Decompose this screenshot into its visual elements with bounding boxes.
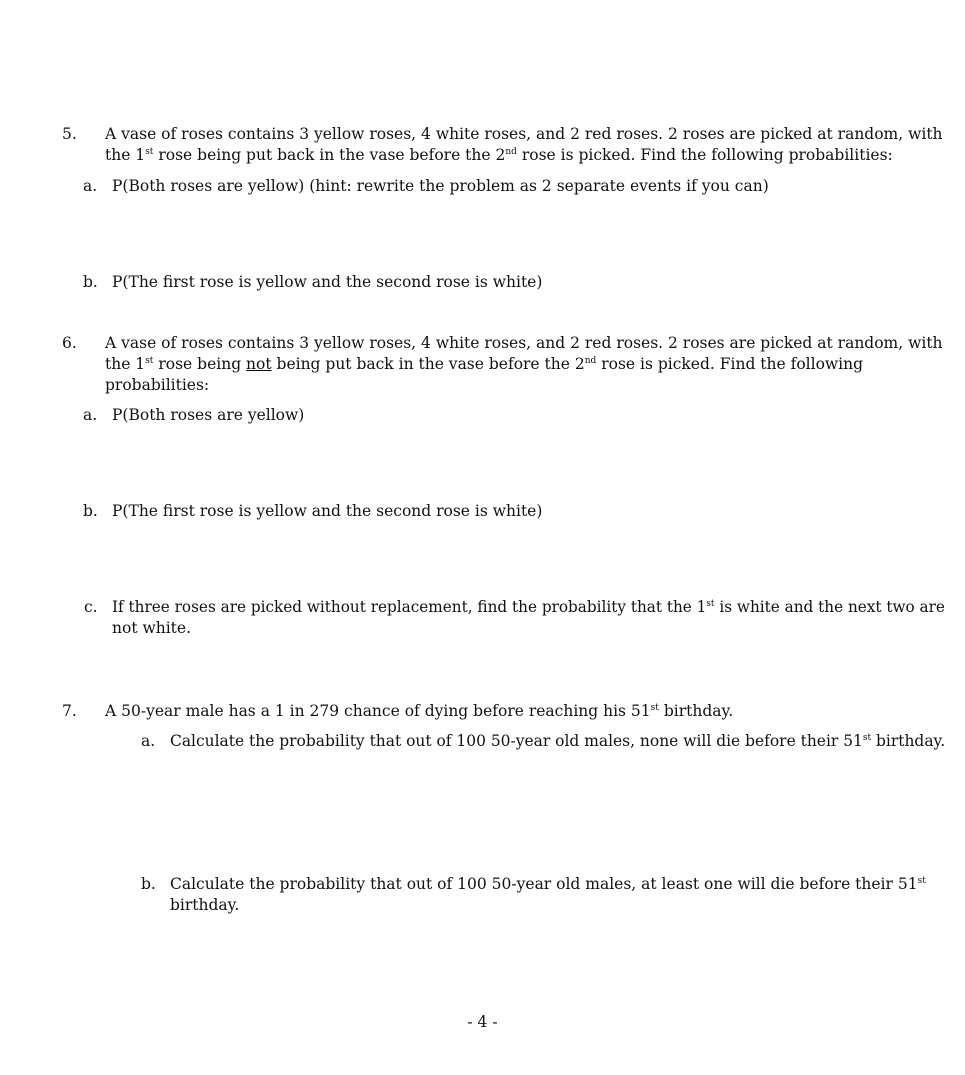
- q6a-label: a.: [83, 406, 98, 424]
- q5b-label: b.: [83, 273, 98, 291]
- q6c-text-line1: If three roses are picked without replacement, find the probability that the 1st is white and the next two are: [112, 598, 945, 616]
- q6a-text: P(Both roses are yellow): [112, 406, 305, 424]
- q6-number: 6.: [62, 334, 77, 352]
- q7a-text: Calculate the probability that out of 100 50-year old males, none will die before their 51st birthday.: [170, 732, 946, 750]
- q5a-label: a.: [83, 177, 98, 195]
- q6c-text-line2: not white.: [112, 619, 192, 637]
- q5-number: 5.: [62, 125, 77, 143]
- q6b-text: P(The first rose is yellow and the second rose is white): [112, 502, 543, 520]
- q7b-text-line1: Calculate the probability that out of 100 50-year old males, at least one will die before their 51st: [170, 875, 926, 893]
- q7-number: 7.: [62, 702, 77, 720]
- q5b-text: P(The first rose is yellow and the second rose is white): [112, 273, 543, 291]
- q7-text-line1: A 50-year male has a 1 in 279 chance of dying before reaching his 51st birthday.: [105, 702, 734, 720]
- q7b-text-line2: birthday.: [170, 896, 240, 914]
- q5a-text: P(Both roses are yellow) (hint: rewrite the problem as 2 separate events if you can): [112, 177, 769, 195]
- q6-text-line3: probabilities:: [105, 376, 210, 394]
- q5-text-line1: A vase of roses contains 3 yellow roses, 4 white roses, and 2 red roses. 2 roses are picked at random, with: [105, 125, 943, 143]
- q6b-label: b.: [83, 502, 98, 520]
- q6-text-line2: the 1st rose being not being put back in the vase before the 2nd rose is picked. Find the following: [105, 355, 864, 373]
- q6-text-line1: A vase of roses contains 3 yellow roses, 4 white roses, and 2 red roses. 2 roses are picked at random, with: [105, 334, 943, 352]
- q6c-label: c.: [84, 598, 98, 616]
- q7a-label: a.: [141, 732, 156, 750]
- q7b-label: b.: [141, 875, 156, 893]
- q5-text-line2: the 1st rose being put back in the vase before the 2nd rose is picked. Find the following probabilities:: [105, 146, 893, 164]
- page-number: - 4 -: [467, 1013, 498, 1031]
